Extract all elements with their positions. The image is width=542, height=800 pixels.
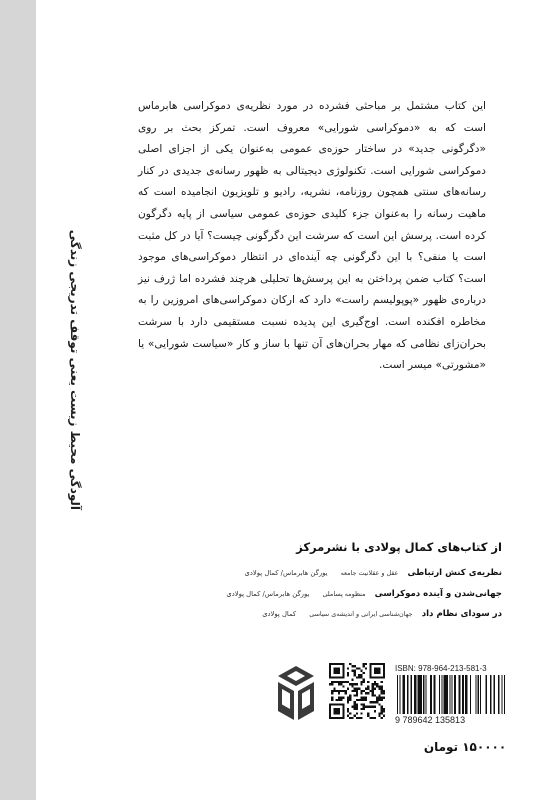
book-subtitle: منظومه پساملی xyxy=(322,589,366,598)
book-title: نظریه‌ی کنش ارتباطی xyxy=(407,568,502,578)
spine-band xyxy=(0,0,36,800)
book-item xyxy=(226,583,502,599)
book-author: یورگن هابرماس/ کمال پولادی xyxy=(244,569,328,577)
book-item xyxy=(246,562,502,577)
book-title: جهانی‌شدن و آینده دموکراسی xyxy=(374,588,502,599)
related-books xyxy=(226,540,502,624)
book-title: در سودای نظام داد xyxy=(421,609,502,619)
barcode-icon xyxy=(397,675,505,714)
book-author: کمال پولادی xyxy=(262,610,297,618)
price-label: ۱۵۰۰۰۰ تومان xyxy=(423,740,507,754)
book-blurb: این کتاب مشتمل بر مباحثی فشرده در مورد نظریه‌ی دموکراسی هابرماس است که به «دموکراسی شورایی» معروف است. تمرکز بحث بر روی «دگرگونی جدید» در ساختار حوزه‌ی عمومی به‌عنوان یکی از اجزای اصلی دموکراسی شورایی است. تکنولوژی دیجیتالی به ظهور رسانه‌ی جدیدی در کنار رسانه‌های سنتی همچون روزنامه، نشریه، رادیو و تلویزیون انجامیده است که ماهیت رسانه را به‌عنوان جزء کلیدی حوزه‌ی عمومی سیاسی از پایه دگرگون کرده است. پرسش این است که سرشت این دگرگونی چیست؟ آیا در کل مثبت است یا منفی؟ با این دگرگونی چه آینده‌ای در انتظار دموکراسی‌های موجود است؟ کتاب ضمن پرداختن به این پرسش‌ها تحلیلی هرچند فشرده اما ژرف نیز درباره‌ی ظهور «پوپولیسم راست» دارد که ارکان دموکراسی‌های امروزین را به مخاطره افکنده است. اوج‌گیری این پدیده نسبت مستقیمی دارد با سرشت بحران‌زای نظامی که مهار بحران‌های آن تنها با ساز و کار «سیاست شورایی» یا «مشورتی» میسر است. xyxy=(138,100,486,372)
book-subtitle: جهان‌شناسی ایرانی و اندیشه‌ی سیاسی xyxy=(309,610,413,618)
isbn-text: ISBN: 978-964-213-581-3 xyxy=(395,664,487,673)
related-books-heading: از کتاب‌های کمال پولادی با نشرمرکز xyxy=(296,540,502,554)
book-author: یورگن هابرماس/ کمال پولادی xyxy=(226,589,310,598)
book-subtitle: عقل و عقلانیت جامعه xyxy=(340,569,399,577)
qr-code-icon xyxy=(329,663,385,719)
publisher-logo-icon xyxy=(276,664,316,722)
book-item xyxy=(246,603,502,618)
barcode-number: 9 789642 135813 xyxy=(395,715,466,725)
spine-tagline: آلودگی محیط زیست یعنی توقف تدریجی زندگی xyxy=(68,229,82,510)
